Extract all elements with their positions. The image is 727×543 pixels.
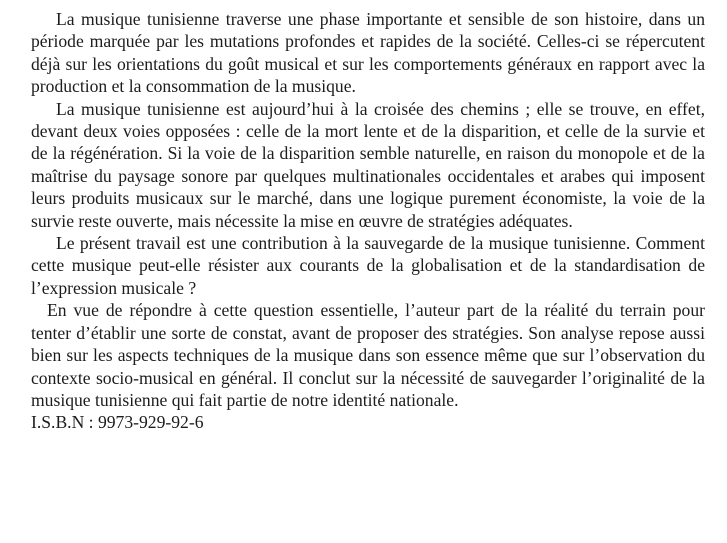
book-blurb bbox=[31, 8, 705, 434]
paragraph-1: La musique tunisienne traverse une phase importante et sensible de son histoire, dans un période marquée par les mutations profondes et rapides de la société. Celles-ci se répercutent déjà sur les orientations du goût musical et sur les comportements généraux en rapport avec la production et la consommation de la musique. bbox=[31, 9, 705, 97]
paragraph-3: Le présent travail est une contribution à la sauvegarde de la musique tunisienne. Comment cette musique peut-elle résister aux courants de la globalisation et de la standardisation de l’expression musicale ? bbox=[31, 233, 705, 298]
paragraph-2: La musique tunisienne est aujourd’hui à la croisée des chemins ; elle se trouve, en effet, devant deux voies opposées : celle de la mort lente et de la disparition, et celle de la survie et de la régénération. Si la voie de la disparition semble naturelle, en raison du monopole et de la maîtrise du paysage sonore par quelques multinationales occidentales et arabes qui imposent leurs produits musicaux sur le marché, dans une logique purement économiste, la voie de la survie reste ouverte, mais nécessite la mise en œuvre de stratégies adéquates. bbox=[31, 98, 705, 231]
paragraph-4: En vue de répondre à cette question essentielle, l’auteur part de la réalité du terrain pour tenter d’établir une sorte de constat, avant de proposer des stratégies. Son analyse repose aussi bien sur les aspects techniques de la musique dans son essence même que sur l’observation du contexte socio-musical en général. Il conclut sur la nécessité de sauvegarder l’originalité de la musique tunisienne qui fait partie de notre identité nationale. bbox=[31, 300, 705, 410]
isbn-line: I.S.B.N : 9973-929-92-6 bbox=[31, 412, 204, 433]
